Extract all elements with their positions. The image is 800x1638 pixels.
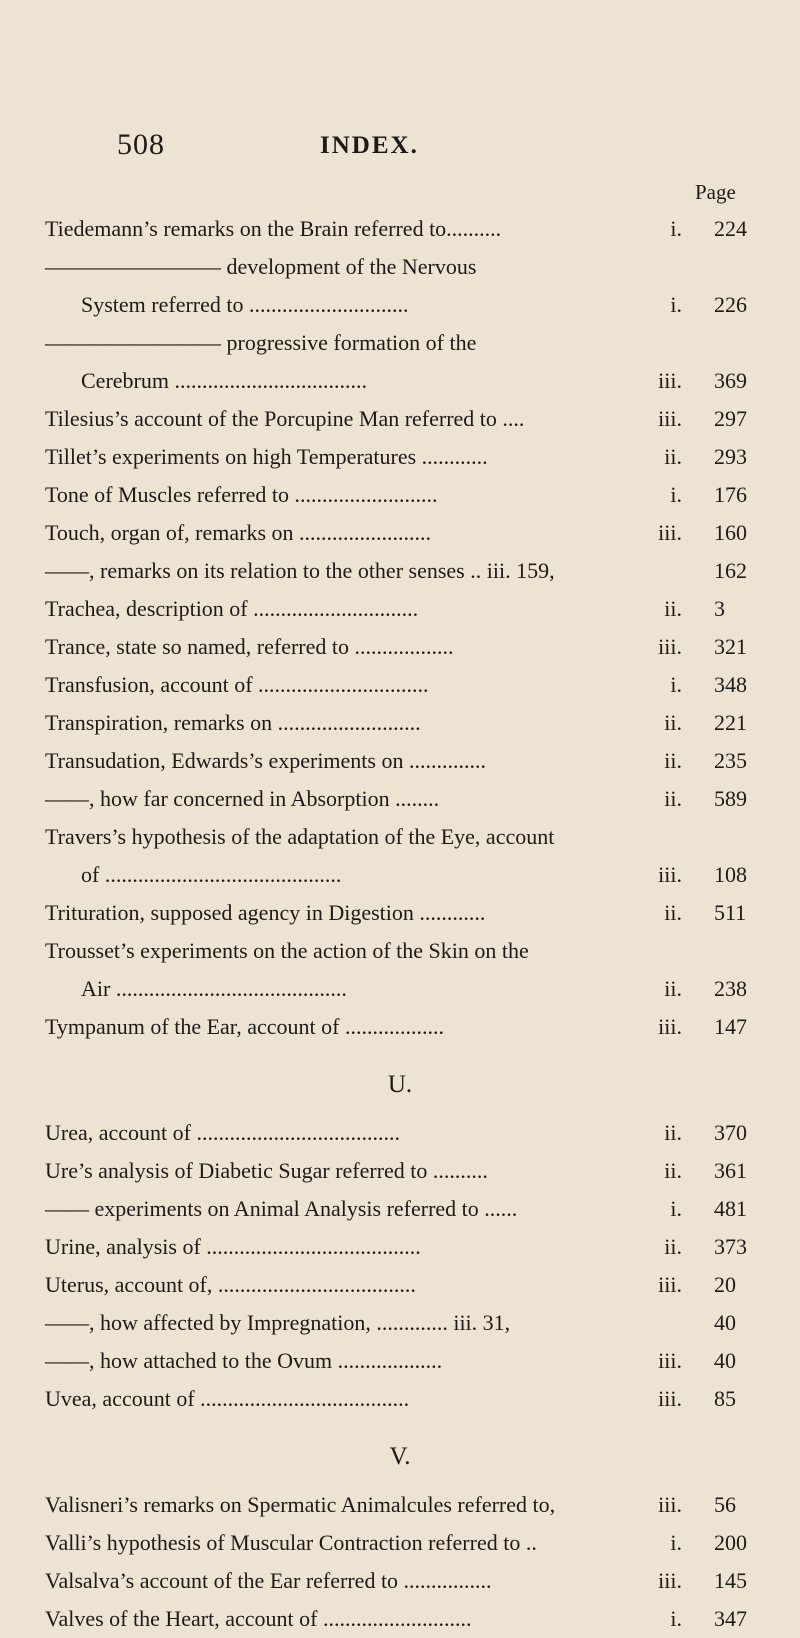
- entry-volume: iii.: [658, 406, 682, 431]
- entry-page: 589: [714, 786, 747, 811]
- entry-volume: ii.: [664, 596, 682, 621]
- entry-volume: i.: [670, 216, 682, 241]
- entry-volume: ii.: [664, 748, 682, 773]
- entry-text: Touch, organ of, remarks on ........................: [45, 520, 432, 545]
- entry-volume: ii.: [664, 1158, 682, 1183]
- entry-page: 370: [714, 1120, 747, 1145]
- entry-page: 221: [714, 710, 747, 735]
- entry-text: Cerebrum ...................................: [81, 368, 367, 393]
- entry-page: 373: [714, 1234, 747, 1259]
- entry-text: ———————— development of the Nervous: [45, 254, 477, 279]
- entry-page: 369: [714, 368, 747, 393]
- entry-page: 162: [714, 558, 747, 583]
- index-entries: [0, 210, 800, 1638]
- entry-text: Valli’s hypothesis of Muscular Contraction referred to ..: [45, 1530, 537, 1555]
- entry-text: Tympanum of the Ear, account of ..................: [45, 1014, 444, 1039]
- entry-text: ——, how far concerned in Absorption ........: [45, 786, 440, 811]
- entry-text: Air ..........................................: [81, 976, 347, 1001]
- entry-page: 147: [714, 1014, 747, 1039]
- index-entry: [0, 514, 800, 552]
- entry-text: Uvea, account of ......................................: [45, 1386, 410, 1411]
- entry-text: Tiedemann’s remarks on the Brain referred to..........: [45, 216, 502, 241]
- entry-volume: iii.: [658, 634, 682, 659]
- index-entry: [0, 1524, 800, 1562]
- entry-text: System referred to .............................: [81, 292, 409, 317]
- entry-page: 108: [714, 862, 747, 887]
- entry-text: Urine, analysis of .......................................: [45, 1234, 421, 1259]
- entry-volume: i.: [670, 1196, 682, 1221]
- entry-page: 20: [714, 1272, 736, 1297]
- entry-text: ——, remarks on its relation to the other senses .. iii. 159,: [45, 558, 555, 583]
- index-entry: [0, 666, 800, 704]
- entry-text: ———————— progressive formation of the: [45, 330, 477, 355]
- entry-text: Uterus, account of, ....................................: [45, 1272, 416, 1297]
- section-letter: V.: [389, 1443, 411, 1470]
- entry-text: ——, how affected by Impregnation, ............. iii. 31,: [45, 1310, 511, 1335]
- index-entry: [0, 856, 800, 894]
- entry-volume: ii.: [664, 786, 682, 811]
- entry-text: Valisneri’s remarks on Spermatic Animalcules referred to,: [45, 1492, 556, 1517]
- entry-page: 200: [714, 1530, 747, 1555]
- index-entry: [0, 1266, 800, 1304]
- page-header: [0, 128, 800, 164]
- entry-page: 226: [714, 292, 747, 317]
- index-entry: [0, 818, 800, 856]
- index-entry: [0, 932, 800, 970]
- entry-page: 238: [714, 976, 747, 1001]
- index-entry: [0, 324, 800, 362]
- entry-volume: iii.: [658, 862, 682, 887]
- entry-text: Trance, state so named, referred to ..................: [45, 634, 454, 659]
- entry-volume: i.: [670, 672, 682, 697]
- entry-text: Transudation, Edwards’s experiments on ..............: [45, 748, 486, 773]
- index-entry: [0, 894, 800, 932]
- index-entry: [0, 1228, 800, 1266]
- index-entry: [0, 780, 800, 818]
- index-entry: [0, 1114, 800, 1152]
- index-entry: [0, 362, 800, 400]
- entry-volume: ii.: [664, 900, 682, 925]
- index-entry: [0, 970, 800, 1008]
- entry-text: Valsalva’s account of the Ear referred to ................: [45, 1568, 492, 1593]
- section-letter: U.: [387, 1071, 413, 1098]
- page-number: 508: [117, 128, 165, 161]
- entry-volume: iii.: [658, 520, 682, 545]
- entry-volume: iii.: [658, 1568, 682, 1593]
- entry-volume: iii.: [658, 1492, 682, 1517]
- entry-volume: i.: [670, 292, 682, 317]
- entry-page: 224: [714, 216, 747, 241]
- entry-volume: iii.: [658, 1014, 682, 1039]
- index-entry: [0, 1342, 800, 1380]
- entry-page: 85: [714, 1386, 736, 1411]
- entry-page: 511: [714, 900, 747, 925]
- page-title: INDEX.: [320, 132, 419, 159]
- entry-text: Transfusion, account of ...............................: [45, 672, 429, 697]
- index-entry: [0, 248, 800, 286]
- entry-text: Tone of Muscles referred to ..........................: [45, 482, 438, 507]
- entry-page: 293: [714, 444, 747, 469]
- entry-text: Tillet’s experiments on high Temperatures ............: [45, 444, 488, 469]
- entry-volume: i.: [670, 482, 682, 507]
- entry-text: Urea, account of .....................................: [45, 1120, 400, 1145]
- entry-page: 145: [714, 1568, 747, 1593]
- index-entry: [0, 1190, 800, 1228]
- entry-text: Trousset’s experiments on the action of the Skin on the: [45, 938, 529, 963]
- entry-volume: i.: [670, 1530, 682, 1555]
- index-entry: [0, 210, 800, 248]
- index-entry: [0, 552, 800, 590]
- entry-volume: ii.: [664, 444, 682, 469]
- index-entry: [0, 1304, 800, 1342]
- index-entry: [0, 704, 800, 742]
- entry-text: —— experiments on Animal Analysis referred to ......: [45, 1196, 518, 1221]
- page-column-label: Page: [695, 180, 736, 204]
- entry-page: 347: [714, 1606, 747, 1631]
- entry-volume: iii.: [658, 1348, 682, 1373]
- index-entry: [0, 590, 800, 628]
- entry-volume: ii.: [664, 1120, 682, 1145]
- entry-volume: iii.: [658, 368, 682, 393]
- entry-volume: i.: [670, 1606, 682, 1631]
- index-entry: [0, 1562, 800, 1600]
- index-entry: [0, 1380, 800, 1418]
- entry-text: Trachea, description of ..............................: [45, 596, 419, 621]
- entry-page: 40: [714, 1348, 736, 1373]
- entry-page: 361: [714, 1158, 747, 1183]
- entry-page: 160: [714, 520, 747, 545]
- entry-volume: ii.: [664, 710, 682, 735]
- entry-text: ——, how attached to the Ovum ...................: [45, 1348, 443, 1373]
- entry-volume: iii.: [658, 1272, 682, 1297]
- entry-volume: iii.: [658, 1386, 682, 1411]
- index-entry: [0, 1008, 800, 1046]
- entry-page: 235: [714, 748, 747, 773]
- index-entry: [0, 400, 800, 438]
- index-entry: [0, 476, 800, 514]
- entry-page: 481: [714, 1196, 747, 1221]
- index-entry: [0, 742, 800, 780]
- entry-text: Ure’s analysis of Diabetic Sugar referred to ..........: [45, 1158, 488, 1183]
- index-entry: [0, 1600, 800, 1638]
- entry-page: 348: [714, 672, 747, 697]
- entry-page: 3: [714, 596, 725, 621]
- entry-text: Tilesius’s account of the Porcupine Man referred to ....: [45, 406, 525, 431]
- entry-page: 56: [714, 1492, 736, 1517]
- entry-page: 297: [714, 406, 747, 431]
- index-entry: [0, 438, 800, 476]
- entry-page: 176: [714, 482, 747, 507]
- entry-text: of ...........................................: [81, 862, 342, 887]
- index-entry: [0, 628, 800, 666]
- entry-volume: ii.: [664, 976, 682, 1001]
- entry-volume: ii.: [664, 1234, 682, 1259]
- index-entry: [0, 1152, 800, 1190]
- entry-text: Trituration, supposed agency in Digestion ............: [45, 900, 486, 925]
- entry-text: Travers’s hypothesis of the adaptation of the Eye, account: [45, 824, 555, 849]
- entry-page: 321: [714, 634, 747, 659]
- entry-text: Transpiration, remarks on ..........................: [45, 710, 421, 735]
- entry-text: Valves of the Heart, account of ...........................: [45, 1606, 472, 1631]
- entry-page: 40: [714, 1310, 736, 1335]
- index-entry: [0, 286, 800, 324]
- index-entry: [0, 1486, 800, 1524]
